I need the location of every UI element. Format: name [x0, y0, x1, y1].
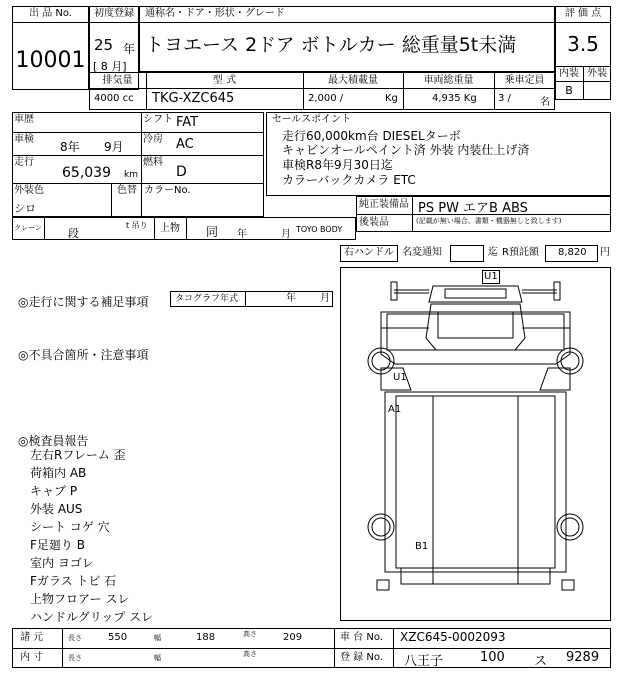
max-load: 2,000 / — [308, 93, 344, 104]
inspector-item: 荷箱内 AB — [30, 466, 87, 480]
inspector-list — [30, 446, 153, 626]
interior-label: 内装 — [559, 68, 579, 79]
crane-label: クレーン — [14, 224, 42, 232]
total-weight: 4,935 Kg — [432, 93, 477, 104]
grade-value: 3.5 — [567, 32, 599, 56]
lot-no: 10001 — [15, 48, 86, 73]
defects-label: ◎不具合箇所・注意事項 — [18, 348, 149, 362]
chassis-no: XZC645-0002093 — [400, 630, 506, 644]
name-change-box — [450, 245, 484, 262]
tacho-label: タコグラフ年式 — [175, 294, 239, 304]
sales-point-label: セールスポイント — [272, 114, 352, 125]
width-value: 188 — [196, 632, 216, 643]
mileage: 65,039 — [62, 165, 111, 181]
capacity-label: 乗車定員 — [504, 75, 545, 86]
gate-same: 同 — [206, 225, 219, 239]
exterior-label: 外装 — [587, 68, 607, 79]
first-reg-month: [ 8 月] — [93, 60, 127, 73]
details-box — [12, 112, 264, 217]
damage-mark: B1 — [415, 541, 429, 552]
inspector-item: ハンドルグリップ スレ — [30, 610, 154, 624]
mileage-unit: km — [124, 170, 138, 180]
capacity-unit: 名 — [540, 97, 550, 108]
tacho-month: 月 — [320, 293, 330, 304]
color-no-label: 色替 — [117, 185, 137, 196]
in-length-label: 長さ — [68, 654, 82, 662]
shift: FAT — [176, 115, 199, 130]
ext-color: シロ — [14, 202, 36, 215]
damage-mark: U1 — [484, 271, 498, 282]
driving-notes-label: ◎走行に関する補足事項 — [18, 295, 149, 309]
crane-lift-unit: t 吊り — [126, 221, 148, 230]
car-name: トヨエース 2ドア ボトルカー 総重量5t未満 — [145, 34, 517, 56]
truck-outline — [341, 268, 610, 620]
history-label: 車歴 — [14, 114, 34, 125]
sales-line: 車検R8年9月30日迄 — [282, 158, 393, 172]
inspection-label: 車検 — [14, 134, 34, 145]
inspector-item: キャブ P — [30, 484, 78, 498]
model-label: 型 式 — [212, 75, 237, 86]
displacement-label: 排気量 — [102, 75, 133, 86]
inspector-item: 外装 AUS — [30, 502, 83, 516]
max-load-unit: Kg — [385, 93, 398, 104]
interior-dims-label: 内 寸 — [20, 652, 44, 663]
dims-label: 諸 元 — [20, 632, 44, 643]
lot-no-label: 出 品 No. — [29, 8, 72, 19]
gate-year: 年 — [237, 229, 247, 240]
plate-area: 八王子 — [404, 654, 444, 669]
until-label: 迄 — [488, 247, 498, 258]
inspector-item: 室内 ヨゴレ — [30, 556, 94, 570]
inspector-label: ◎検査員報告 — [18, 434, 89, 448]
inspector-item: F足廻り B — [30, 538, 85, 552]
height-value: 209 — [283, 632, 303, 643]
yen-label: 円 — [600, 247, 610, 258]
plate-number: 9289 — [566, 650, 600, 665]
name-change-label: 名変通知 — [402, 247, 442, 258]
inspector-item: 上物フロアー スレ — [30, 592, 130, 606]
crane-stage-unit: 段 — [68, 227, 79, 240]
ext-color-label: 外装色 — [14, 185, 44, 196]
first-reg-year: 25 — [94, 36, 114, 54]
in-width-label: 幅 — [154, 654, 161, 662]
inspector-item: シート コゲ 穴 — [30, 520, 110, 534]
interior-grade: B — [565, 84, 573, 97]
gate-month: 月 — [281, 229, 291, 240]
total-weight-label: 車両総重量 — [423, 75, 474, 86]
name-label: 通称名・ドア・形状・グレード — [145, 8, 285, 19]
mileage-label: 走行 — [14, 157, 34, 168]
inspection-month: 9月 — [104, 140, 124, 154]
gate-maker: TOYO BODY — [296, 225, 343, 234]
fuel-label: 燃料 — [143, 157, 163, 168]
height-label: 高さ — [243, 630, 257, 638]
length-value: 550 — [108, 632, 128, 643]
damage-mark: A1 — [388, 404, 402, 415]
plate-kana: ス — [534, 654, 548, 669]
recycle-value: 8,820 — [558, 247, 587, 258]
max-load-label: 最大積載量 — [328, 75, 378, 86]
inspection-year: 8年 — [60, 140, 80, 154]
sales-line: 走行60,000km台 DIESELターボ — [282, 129, 461, 143]
inspector-item: Fガラス トビ 石 — [30, 574, 117, 588]
sales-line: キャビンオールペイント済 外装 内装仕上げ済 — [282, 143, 530, 157]
width-label: 幅 — [154, 634, 161, 642]
fuel: D — [176, 164, 187, 180]
chassis-label: 車 台 No. — [340, 632, 383, 643]
model: TKG-XZC645 — [152, 91, 235, 106]
recycle-label: R預託額 — [502, 247, 539, 258]
aftermarket-note: (記載が無い場合、書類・機器無しと致します) — [416, 217, 562, 225]
sales-line: カラーバックカメラ ETC — [282, 173, 416, 187]
tacho-year: 年 — [286, 293, 296, 304]
damage-mark: U1 — [393, 372, 407, 383]
plate-label: 登 録 No. — [340, 652, 383, 663]
capacity: 3 / — [498, 93, 511, 104]
aftermarket-label: 後装品 — [359, 217, 389, 228]
handle: 右ハンドル — [344, 247, 394, 258]
inspector-item: 左右Rフレーム 歪 — [30, 448, 126, 462]
shift-label: シフト — [143, 114, 173, 125]
ac: AC — [176, 137, 194, 152]
displacement: 4000 cc — [94, 93, 134, 104]
truck-diagram — [340, 267, 611, 621]
ac-label: 冷房 — [143, 134, 163, 145]
first-reg-label: 初度登録 — [94, 8, 134, 19]
genuine-equipment: PS PW エアB ABS — [418, 201, 528, 216]
length-label: 長さ — [68, 634, 82, 642]
year-unit: 年 — [123, 42, 136, 56]
grade-label: 評 価 点 — [564, 8, 602, 19]
gate-label: 上物 — [160, 223, 180, 234]
color-no-label2: カラーNo. — [144, 185, 191, 196]
genuine-label: 純正装備品 — [359, 199, 409, 210]
plate-class: 100 — [480, 650, 505, 665]
in-height-label: 高さ — [243, 650, 257, 658]
